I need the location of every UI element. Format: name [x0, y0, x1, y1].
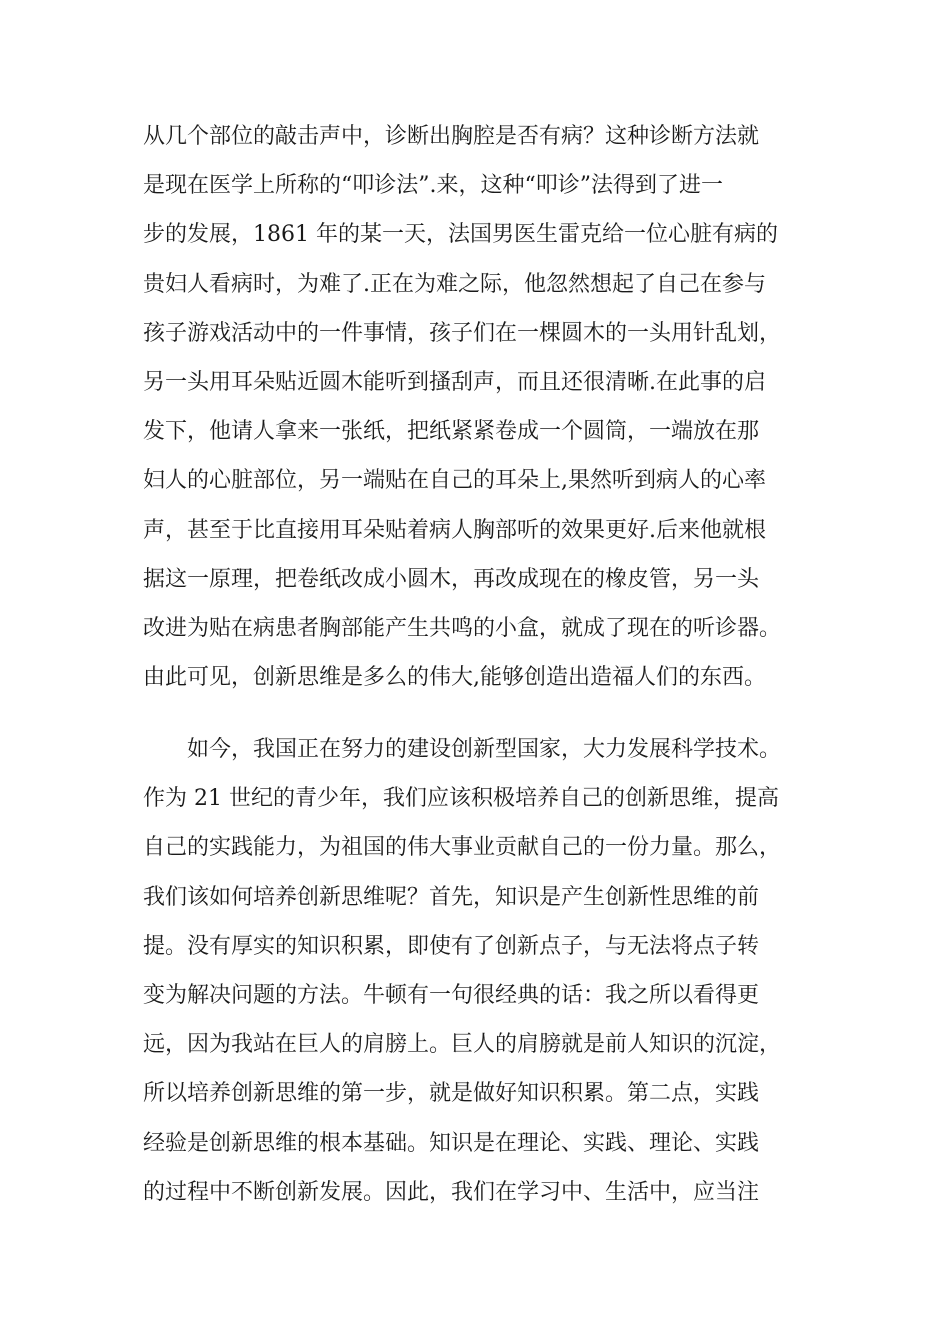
text-line: 由此可见，创新思维是多么的伟大,能够创造出造福人们的东西。 [143, 665, 766, 691]
text-line: 自己的实践能力，为祖国的伟大事业贡献自己的一份力量。那么， [143, 835, 782, 861]
text-line: 从几个部位的敲击声中，诊断出胸腔是否有病？这种诊断方法就 [143, 124, 760, 149]
text-line: 我们该如何培养创新思维呢？首先，知识是产生创新性思维的前 [143, 884, 760, 910]
text-line: 发下，他请人拿来一张纸，把纸紧紧卷成一个圆筒，一端放在那 [143, 419, 760, 445]
paragraph-innovation-thinking [143, 725, 781, 1217]
text-line: 妇人的心脏部位，另一端贴在自己的耳朵上,果然听到病人的心率 [143, 468, 766, 494]
text-line: 据这一原理，把卷纸改成小圆木，再改成现在的橡皮管，另一头 [143, 566, 760, 592]
text-line-indented: 如今，我国正在努力的建设创新型国家，大力发展科学技术。 [187, 737, 782, 762]
text-line: 改进为贴在病患者胸部能产生共鸣的小盒，就成了现在的听诊器。 [143, 615, 782, 641]
text-line: 远，因为我站在巨人的肩膀上。巨人的肩膀就是前人知识的沉淀， [143, 1032, 782, 1058]
paragraph-stethoscope-story [143, 112, 781, 702]
text-line: 贵妇人看病时，为难了.正在为难之际，他忽然想起了自己在参与 [143, 271, 766, 297]
text-line: 是现在医学上所称的“叩诊法”.来，这种“叩诊”法得到了进一 [143, 173, 723, 199]
text-line: 的过程中不断创新发展。因此，我们在学习中、生活中，应当注 [143, 1179, 760, 1205]
text-line: 声，甚至于比直接用耳朵贴着病人胸部听的效果更好.后来他就根 [143, 517, 766, 543]
text-line: 所以培养创新思维的第一步，就是做好知识积累。第二点，实践 [143, 1081, 760, 1107]
text-line: 提。没有厚实的知识积累，即使有了创新点子，与无法将点子转 [143, 933, 760, 959]
text-line: 变为解决问题的方法。牛顿有一句很经典的话：我之所以看得更 [143, 982, 760, 1008]
text-line: 另一头用耳朵贴近圆木能听到搔刮声，而且还很清晰.在此事的启 [143, 369, 766, 395]
text-line: 经验是创新思维的根本基础。知识是在理论、实践、理论、实践 [143, 1130, 760, 1156]
text-line: 孩子游戏活动中的一件事情，孩子们在一棵圆木的一头用针乱划， [143, 320, 782, 346]
text-line: 作为 21 世纪的青少年，我们应该积极培养自己的创新思维，提高 [143, 786, 779, 812]
text-line: 步的发展，1861 年的某一天，法国男医生雷克给一位心脏有病的 [143, 222, 778, 248]
